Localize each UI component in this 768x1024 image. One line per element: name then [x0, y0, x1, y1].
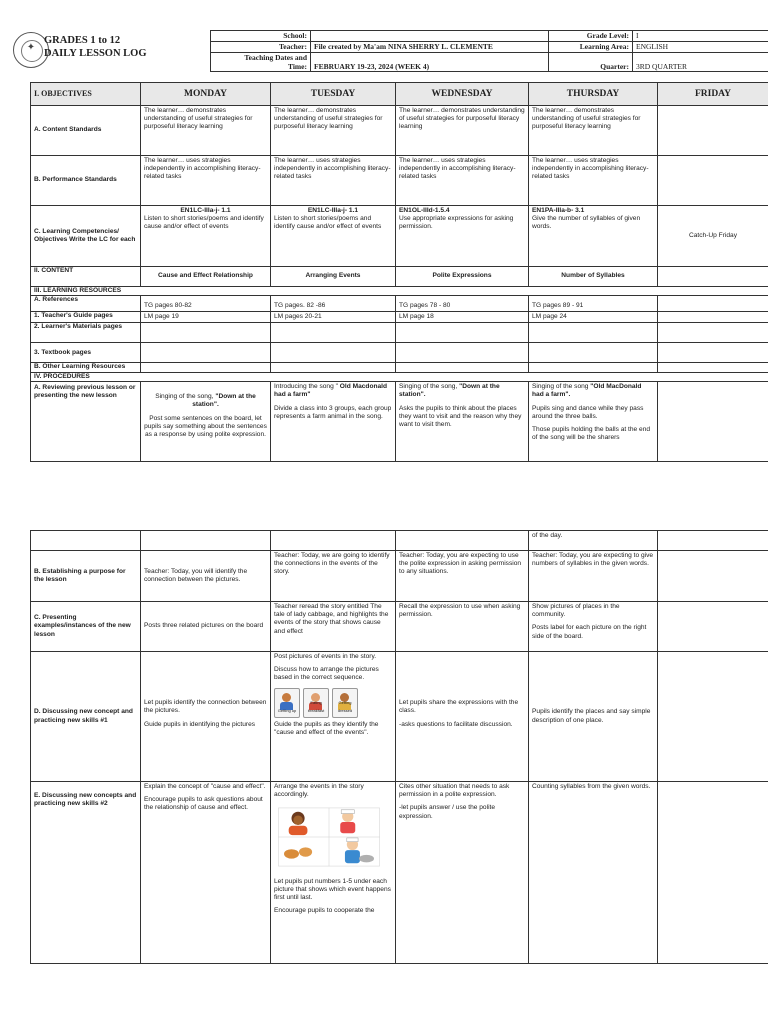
continuation-thursday: of the day. [529, 531, 658, 551]
reviewing-monday [141, 382, 271, 462]
discussion-text: Let pupils identify the connection between the pictures. [144, 699, 267, 715]
performance-standards-monday: The learner… uses strategies independently in accomplishing literacy-related tasks [141, 156, 271, 206]
song-intro: Singing of the song, [155, 393, 216, 401]
discussion-text: Arrange the events in the story accordingly. [274, 783, 364, 799]
competencies-thursday [529, 206, 658, 267]
content-wednesday: Polite Expressions [396, 267, 529, 287]
empty-cell [141, 531, 271, 551]
discussing1-monday [141, 652, 271, 782]
discussion-text: Let pupils put numbers 1-5 under each picture that shows which event happens first until last. [274, 877, 391, 902]
school-value [311, 31, 549, 42]
row-label-content: II. CONTENT [31, 267, 141, 287]
row-label-references: A. References [31, 296, 141, 312]
references-monday: TG pages 80-82 [141, 296, 271, 312]
title-line-2: DAILY LESSON LOG [44, 48, 147, 59]
empty-cell [529, 363, 658, 373]
teaching-dates-label [211, 53, 311, 72]
teachers-guide-wednesday: LM page 18 [396, 312, 529, 323]
discussion-text: Guide pupils in identifying the pictures [144, 720, 256, 728]
content-thursday: Number of Syllables [529, 267, 658, 287]
purpose-monday: Teacher: Today, you will identify the connection between the pictures. [141, 551, 271, 602]
presenting-thursday [529, 602, 658, 652]
empty-cell [141, 323, 271, 343]
grade-level-label: Grade Level: [549, 31, 633, 42]
references-wednesday: TG pages 78 - 80 [396, 296, 529, 312]
content-standards-wednesday: The learner… demonstrates understanding of useful strategies for purposeful literacy learning [396, 106, 529, 156]
day-header-thursday: THURSDAY [529, 83, 658, 106]
row-label-performance-standards: B. Performance Standards [31, 156, 141, 206]
quarter-label: Quarter: [549, 53, 633, 72]
school-label: School: [211, 31, 311, 42]
section-procedures: IV. PROCEDURES [31, 373, 768, 382]
empty-cell [658, 343, 768, 363]
reviewing-wednesday [396, 382, 529, 462]
story-events-illustration [274, 807, 384, 867]
empty-cell [529, 343, 658, 363]
picture-caption: Getting up [277, 708, 297, 714]
grade-level-value: I [633, 31, 768, 42]
purpose-tuesday: Teacher: Today, we are going to identify the connections in the events of the story. [271, 551, 396, 602]
purpose-wednesday: Teacher: Today, you are expecting to use the polite expression in asking permission to any situations. [396, 551, 529, 602]
content-standards-monday: The learner… demonstrates understanding of useful strategies for purposeful literacy learning [141, 106, 271, 156]
empty-cell [658, 652, 768, 782]
activity-text: Post some sentences on the board, let pupils say something about the sentences as a response by using polite expression. [144, 414, 267, 439]
discussing1-thursday: Pupils identify the places and say simple description of one place. [529, 652, 658, 782]
row-label-learners-materials: 2. Learner's Materials pages [31, 323, 141, 343]
discussion-text: Explain the concept of "cause and effect". [144, 783, 266, 790]
discussion-text: -let pupils answer / use the polite expression. [399, 804, 496, 820]
picture-caption: Eating breakfast [307, 700, 325, 714]
reviewing-friday [658, 382, 768, 462]
discussing2-thursday: Counting syllables from the given words. [529, 782, 658, 964]
empty-cell [271, 343, 396, 363]
empty-cell [658, 602, 768, 652]
competency-text: Give the number of syllables of given words. [532, 215, 641, 231]
content-standards-friday [658, 106, 768, 156]
competency-text: Listen to short stories/poems and identify cause and/or effect of events [144, 215, 264, 231]
empty-cell [31, 531, 141, 551]
reviewing-tuesday [271, 382, 396, 462]
deped-seal-icon: ✦ [13, 32, 49, 68]
competencies-monday [141, 206, 271, 267]
empty-cell [141, 343, 271, 363]
picture-caption: Getting dressed [337, 700, 353, 714]
competency-code: EN1LC-IIIa-j- 1.1 [307, 207, 359, 214]
day-header-wednesday: WEDNESDAY [396, 83, 529, 106]
empty-cell [529, 323, 658, 343]
presenting-wednesday: Recall the expression to use when asking permission. [396, 602, 529, 652]
performance-standards-wednesday: The learner… uses strategies independently in accomplishing literacy-related tasks [396, 156, 529, 206]
time-label: Time: [287, 62, 307, 71]
learning-area-value: ENGLISH [633, 42, 768, 53]
discussing2-monday [141, 782, 271, 964]
song-title: "Down at the station". [399, 383, 500, 399]
empty-cell [396, 343, 529, 363]
teachers-guide-thursday: LM page 24 [529, 312, 658, 323]
getting-up-picture [274, 688, 300, 718]
row-label-other-resources: B. Other Learning Resources [31, 363, 141, 373]
teachers-guide-friday [658, 312, 768, 323]
competency-code: EN1LC-IIIa-j- 1.1 [180, 207, 231, 214]
empty-cell [271, 363, 396, 373]
competency-text: Listen to short stories/poems and identify cause and/or effect of events [274, 215, 382, 231]
day-header-monday: MONDAY [141, 83, 271, 106]
day-header-friday: FRIDAY [658, 83, 768, 106]
presenting-text: Posts label for each picture on the right side of the board. [532, 624, 647, 640]
content-standards-thursday: The learner… demonstrates understanding of useful strategies for purposeful literacy learning [529, 106, 658, 156]
song-title: Old Macdonald had a farm" [274, 383, 388, 399]
dates-label-line1: Teaching Dates and [244, 53, 307, 62]
discussion-text: Encourage pupils to ask questions about the relationship of cause and effect. [144, 796, 263, 812]
discussion-text: Let pupils share the expressions with the class. [399, 699, 519, 715]
row-label-discussing-1: D. Discussing new concept and practicing new skills #1 [31, 652, 141, 782]
empty-cell [658, 323, 768, 343]
header-info-table [210, 30, 768, 72]
teachers-guide-tuesday: LM pages 20-21 [271, 312, 396, 323]
presenting-monday: Posts three related pictures on the board [141, 602, 271, 652]
song-title: "Down at the station". [192, 393, 256, 409]
competencies-tuesday [271, 206, 396, 267]
quarter-value: 3RD QUARTER [633, 53, 768, 72]
references-friday [658, 296, 768, 312]
section-learning-resources: III. LEARNING RESOURCES [31, 287, 768, 296]
empty-cell [271, 323, 396, 343]
row-label-textbook-pages: 3. Textbook pages [31, 343, 141, 363]
eating-breakfast-picture [303, 688, 329, 718]
lesson-log-table-page-2 [30, 530, 768, 964]
activity-text: Divide a class into 3 groups, each group represents a farm animal in the song. [274, 404, 392, 420]
row-label-competencies: C. Learning Competencies/ Objectives Write the LC for each [31, 206, 141, 267]
getting-dressed-picture [332, 688, 358, 718]
teacher-label: Teacher: [211, 42, 311, 53]
objectives-header: I. OBJECTIVES [31, 83, 141, 106]
discussion-text: Discuss how to arrange the pictures based in the correct sequence. [274, 666, 379, 682]
reviewing-thursday [529, 382, 658, 462]
discussing2-wednesday [396, 782, 529, 964]
empty-cell [396, 531, 529, 551]
discussion-text: Guide the pupils as they identify the "cause and effect of the events". [274, 720, 379, 736]
discussion-text: -asks questions to facilitate discussion. [399, 720, 513, 728]
discussion-text: Post pictures of events in the story. [274, 653, 377, 660]
empty-cell [658, 363, 768, 373]
competency-text: Use appropriate expressions for asking permission. [399, 215, 514, 231]
competencies-friday: Catch-Up Friday [658, 206, 768, 267]
row-label-teachers-guide: 1. Teacher's Guide pages [31, 312, 141, 323]
empty-cell [396, 323, 529, 343]
performance-standards-thursday: The learner… uses strategies independently in accomplishing literacy-related tasks [529, 156, 658, 206]
event-pictures [274, 688, 392, 718]
discussion-text: Cites other situation that needs to ask permission in a polite expression. [399, 783, 510, 799]
learning-area-label: Learning Area: [549, 42, 633, 53]
teaching-dates-value: FEBRUARY 19-23, 2024 (WEEK 4) [311, 53, 549, 72]
presenting-text: Show pictures of places in the community. [532, 603, 620, 619]
activity-text: Pupils sing and dance while they pass around the three balls. [532, 404, 644, 420]
row-label-content-standards: A. Content Standards [31, 106, 141, 156]
title-line-1: GRADES 1 to 12 [44, 35, 121, 46]
row-label-purpose: B. Establishing a purpose for the lesson [31, 551, 141, 602]
competency-code: EN1OL-IIId-1.5.4 [399, 207, 450, 214]
references-thursday: TG pages 89 - 91 [529, 296, 658, 312]
purpose-thursday: Teacher: Today, you are expecting to give numbers of syllables in the given words. [529, 551, 658, 602]
discussing1-tuesday [271, 652, 396, 782]
teacher-value: File created by Ma'am NINA SHERRY L. CLEMENTE [311, 42, 549, 53]
empty-cell [141, 363, 271, 373]
activity-text: Those pupils holding the balls at the end of the song will be the sharers [532, 426, 651, 442]
row-label-reviewing: A. Reviewing previous lesson or presenting the new lesson [31, 382, 141, 462]
document-title [44, 34, 147, 60]
row-label-presenting: C. Presenting examples/instances of the new lesson [31, 602, 141, 652]
song-title: "Old MacDonald had a farm". [532, 383, 642, 399]
song-intro: Singing of the song, [399, 383, 460, 391]
discussing1-wednesday [396, 652, 529, 782]
performance-standards-friday [658, 156, 768, 206]
performance-standards-tuesday: The learner… uses strategies independently in accomplishing literacy-related tasks [271, 156, 396, 206]
content-tuesday: Arranging Events [271, 267, 396, 287]
references-tuesday: TG pages. 82 -86 [271, 296, 396, 312]
empty-cell [271, 531, 396, 551]
day-header-tuesday: TUESDAY [271, 83, 396, 106]
empty-cell [658, 551, 768, 602]
competency-code: EN1PA-IIIa-b- 3.1 [532, 207, 585, 214]
presenting-tuesday: Teacher reread the story entitled The tale of lady cabbage, and highlights the events of the story that shows cause and effect [271, 602, 396, 652]
activity-text: Asks the pupils to think about the places they want to visit and the reason why they want to visit them. [399, 404, 522, 429]
content-monday: Cause and Effect Relationship [141, 267, 271, 287]
empty-cell [658, 531, 768, 551]
discussing2-tuesday [271, 782, 396, 964]
content-standards-tuesday: The learner… demonstrates understanding of useful strategies for purposeful literacy learning [271, 106, 396, 156]
song-intro: Introducing the song " [274, 383, 340, 391]
row-label-discussing-2: E. Discussing new concepts and practicing new skills #2 [31, 782, 141, 964]
competencies-wednesday [396, 206, 529, 267]
empty-cell [658, 782, 768, 964]
discussion-text: Encourage pupils to cooperate the [274, 907, 375, 915]
empty-cell [396, 363, 529, 373]
song-intro: Singing of the song [532, 383, 591, 391]
content-friday [658, 267, 768, 287]
teachers-guide-monday: LM page 19 [141, 312, 271, 323]
lesson-log-table-page-1 [30, 82, 768, 462]
